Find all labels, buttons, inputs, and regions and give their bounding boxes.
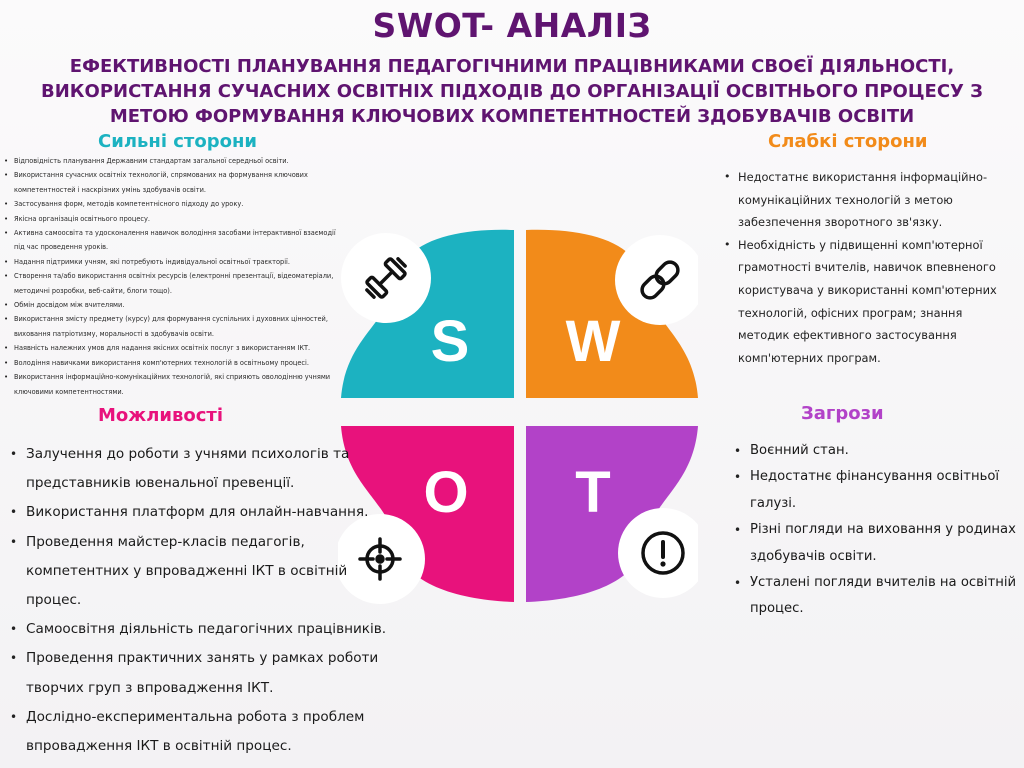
strengths-item: • Обмін досвідом між вчителями. <box>14 298 344 312</box>
strengths-list <box>14 154 344 399</box>
strengths-item: • Наявність належних умов для надання якісних освітніх послуг з використанням ІКТ. <box>14 341 344 355</box>
threats-item: • Воєнний стан. <box>750 438 1020 464</box>
threats-list <box>750 438 1020 623</box>
strengths-item: • Використання сучасних освітніх технологій, спрямованих на формування ключових компетентностей і наскрізних умінь здобувачів освіти. <box>14 168 344 197</box>
page-subtitle: ЕФЕКТИВНОСТІ ПЛАНУВАННЯ ПЕДАГОГІЧНИМИ ПРАЦІВНИКАМИ СВОЄЇ ДІЯЛЬНОСТІ, ВИКОРИСТАННЯ СУЧАСНИХ ОСВІТНІХ ПІДХОДІВ ДО ОРГАНІЗАЦІЇ ОСВІТНЬОГО ПРОЦЕСУ З МЕТОЮ ФОРМУВАННЯ КЛЮЧОВИХ КОМПЕТЕНТНОСТЕЙ ЗДОБУВАЧІВ ОСВІТИ <box>41 56 983 127</box>
strengths-item: • Якісна організація освітнього процесу. <box>14 212 344 226</box>
strengths-item: • Застосування форм, методів компетентнісного підходу до уроку. <box>14 197 344 211</box>
strengths-heading: Сильні сторони <box>98 131 258 152</box>
strengths-item: • Використання змісту предмету (курсу) для формування суспільних і духовних цінностей, виховання патріотизму, моральності в здобувачів освіти. <box>14 312 344 341</box>
strengths-item: • Володіння навичками використання комп'ютерних технологій в освітньому процесі. <box>14 356 344 370</box>
opportunities-item: • Проведення практичних занять у рамках роботи творчих груп з впровадження ІКТ. <box>26 644 390 702</box>
threats-item: • Усталені погляди вчителів на освітній процес. <box>750 570 1020 623</box>
strengths-item: • Активна самоосвіта та удосконалення навичок володіння засобами інтерактивної взаємодії під час проведення уроків. <box>14 226 344 255</box>
threats-letter: T <box>575 460 611 525</box>
opportunities-item: • Залучення до роботи з учнями психологів та представників ювенальної превенції. <box>26 440 390 498</box>
strengths-item: • Надання підтримки учням, які потребують індивідуальної освітньої траєкторії. <box>14 255 344 269</box>
weaknesses-item: • Необхідність у підвищенні комп'ютерної грамотності вчителів, навичок впевненого користувача у використанні комп'ютерних технологій, офісних програм; знання методик ефективного застосування комп'ютерних програм. <box>738 234 1008 370</box>
threats-heading: Загрози <box>801 403 884 424</box>
opportunities-letter: O <box>423 460 469 525</box>
weaknesses-letter: W <box>565 309 621 374</box>
strengths-item: • Створення та/або використання освітніх ресурсів (електронні презентації, відеоматеріали, методичні розробки, веб-сайти, блоги тощо). <box>14 269 344 298</box>
opportunities-item: • Дослідно-експериментальна робота з проблем впровадження ІКТ в освітній процес. <box>26 703 390 761</box>
strengths-letter: S <box>430 309 470 374</box>
strengths-item: • Відповідність планування Державним стандартам загальної середньої освіти. <box>14 154 344 168</box>
opportunities-list <box>26 440 390 761</box>
weaknesses-list <box>738 166 1008 369</box>
threats-item: • Різні погляди на виховання у родинах здобувачів освіти. <box>750 517 1020 570</box>
weaknesses-item: • Недостатнє використання інформаційно-комунікаційних технологій з метою забезпечення зворотного зв'язку. <box>738 166 1008 234</box>
opportunities-item: • Самоосвітня діяльність педагогічних працівників. <box>26 615 390 644</box>
swot-graphic <box>338 218 698 613</box>
strengths-item: • Використання інформаційно-комунікаційних технологій, які сприяють оволодінню учнями ключовими компетентностями. <box>14 370 344 399</box>
opportunities-item: • Використання платформ для онлайн-навчання. <box>26 498 390 527</box>
page-title: SWOT- АНАЛІЗ <box>372 6 652 45</box>
opportunities-item: • Проведення майстер-класів педагогів, компетентних у впровадженні ІКТ в освітній процес. <box>26 528 390 616</box>
threats-item: • Недостатнє фінансування освітньої галузі. <box>750 464 1020 517</box>
opportunities-heading: Можливості <box>98 405 224 426</box>
weaknesses-heading: Слабкі сторони <box>768 131 928 152</box>
